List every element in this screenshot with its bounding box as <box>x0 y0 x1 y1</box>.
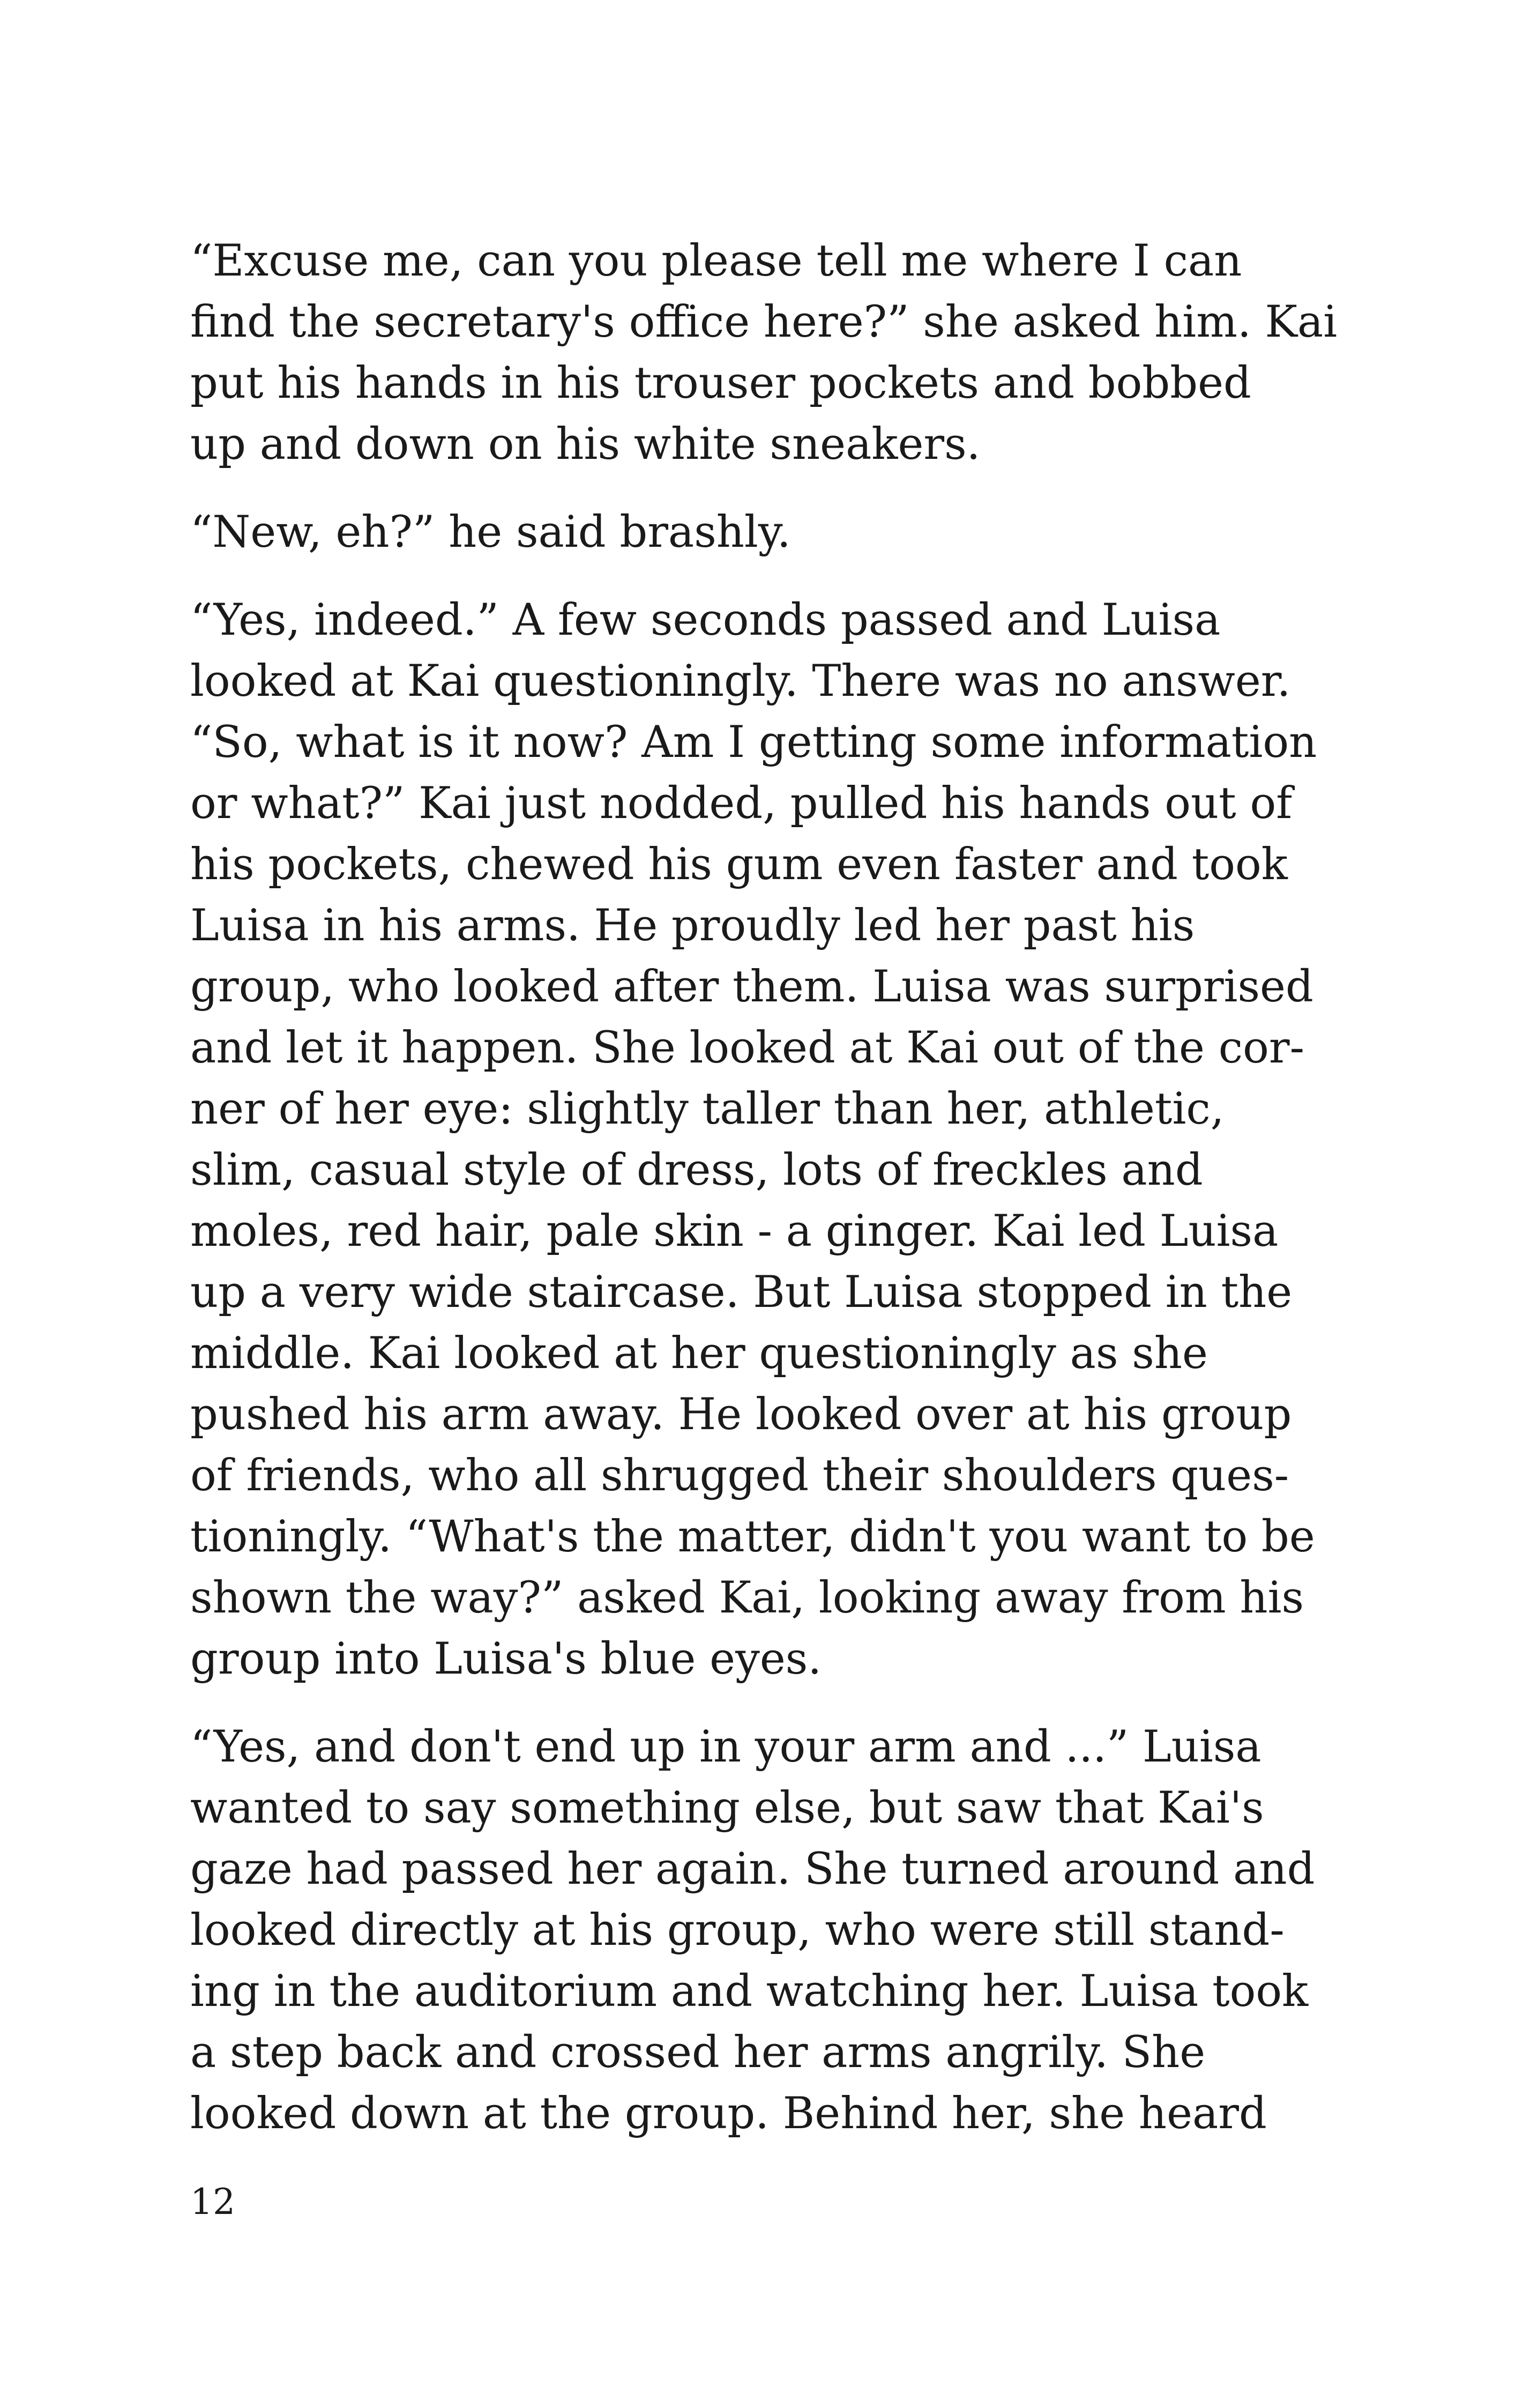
text-line: Luisa in his arms. He proudly led her past his <box>190 901 1195 951</box>
text-line: gaze had passed her again. She turned around and <box>190 1844 1315 1894</box>
text-line: wanted to say something else, but saw that Kai's <box>190 1783 1264 1833</box>
text-line: put his hands in his trouser pockets and bobbed <box>190 358 1251 408</box>
text-line: “New, eh?” he said brashly. <box>190 507 791 558</box>
text-line: “So, what is it now? Am I getting some information <box>190 717 1317 768</box>
text-line: middle. Kai looked at her questioningly as she <box>190 1328 1208 1379</box>
paragraph <box>190 502 1337 563</box>
text-line: group into Luisa's blue eyes. <box>190 1634 822 1684</box>
text-line: pushed his arm away. He looked over at his group <box>190 1389 1292 1440</box>
text-line: looked down at the group. Behind her, she heard <box>190 2089 1267 2139</box>
text-line: moles, red hair, pale skin - a ginger. Kai led Luisa <box>190 1206 1279 1257</box>
text-line: his pockets, chewed his gum even faster and took <box>190 839 1288 890</box>
text-line: of friends, who all shrugged their shoulders ques- <box>190 1451 1289 1501</box>
text-line: ner of her eye: slightly taller than her, athletic, <box>190 1084 1225 1134</box>
paragraph <box>190 231 1337 475</box>
text-line: “Excuse me, can you please tell me where I can <box>190 236 1242 286</box>
text-line: looked directly at his group, who were still stand- <box>190 1905 1285 1956</box>
text-line: up and down on his white sneakers. <box>190 419 981 470</box>
text-line: ing in the auditorium and watching her. Luisa took <box>190 1966 1309 2017</box>
body-text <box>190 231 1337 2171</box>
text-line: up a very wide staircase. But Luisa stopped in the <box>190 1267 1293 1318</box>
text-line: find the secretary's office here?” she asked him. Kai <box>190 297 1338 347</box>
text-line: looked at Kai questioningly. There was no answer. <box>190 656 1291 707</box>
text-line: slim, casual style of dress, lots of freckles and <box>190 1145 1203 1195</box>
text-line: or what?” Kai just nodded, pulled his hands out of <box>190 778 1293 829</box>
page-number: 12 <box>190 2181 235 2223</box>
text-line: tioningly. “What's the matter, didn't you want to be <box>190 1512 1315 1562</box>
text-line: group, who looked after them. Luisa was surprised <box>190 962 1313 1012</box>
text-line: “Yes, indeed.” A few seconds passed and Luisa <box>190 595 1221 645</box>
text-line: and let it happen. She looked at Kai out of the cor- <box>190 1023 1304 1073</box>
text-line: shown the way?” asked Kai, looking away from his <box>190 1573 1304 1623</box>
paragraph <box>190 1716 1337 2144</box>
text-line: a step back and crossed her arms angrily. She <box>190 2027 1206 2078</box>
paragraph <box>190 590 1337 1690</box>
text-line: “Yes, and don't end up in your arm and ...” Luisa <box>190 1722 1261 1772</box>
